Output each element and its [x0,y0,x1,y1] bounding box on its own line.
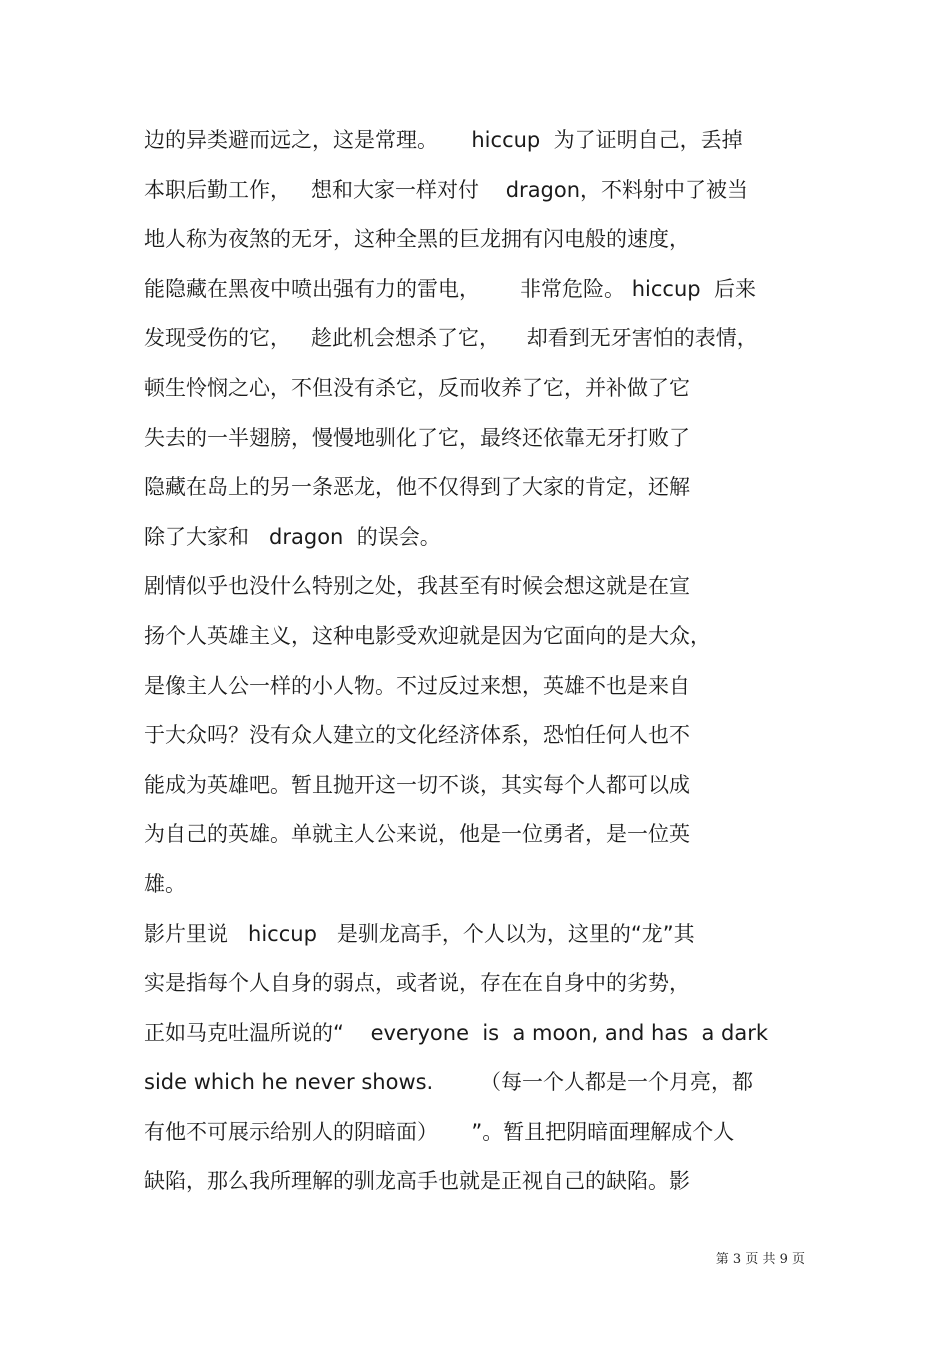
text-line: 于大众吗？没有众人建立的文化经济体系，恐怕任何人也不 [144,723,690,748]
text-line: 为自己的英雄。单就主人公来说，他是一位勇者，是一位英 [144,822,690,847]
text-line: 隐藏在岛上的另一条恶龙，他不仅得到了大家的肯定，还解 [144,475,690,500]
text-line: 边的异类避而远之，这是常理。 hiccup 为了证明自己，丢掉 [144,128,743,152]
text-line: 除了大家和 dragon 的误会。 [144,524,441,549]
text-line: 扬个人英雄主义，这种电影受欢迎就是因为它面向的是大众， [144,623,711,648]
text-line: side which he never shows. （每一个人都是一个月亮，都 [144,1070,753,1095]
text-body [144,116,824,1207]
text-line: 能成为英雄吧。暂且抛开这一切不谈，其实每个人都可以成 [144,772,690,797]
text-line: 顿生怜悯之心，不但没有杀它，反而收养了它，并补做了它 [144,375,690,400]
text-line: 地人称为夜煞的无牙，这种全黑的巨龙拥有闪电般的速度， [144,227,690,252]
text-line: 实是指每个人自身的弱点，或者说，存在在自身中的劣势， [144,971,690,996]
text-line: 有他不可展示给别人的阴暗面） ”。暂且把阴暗面理解成个人 [144,1119,735,1144]
text-line: 能隐藏在黑夜中喷出强有力的雷电， 非常危险。 hiccup 后来 [144,276,756,301]
text-line: 缺陷，那么我所理解的驯龙高手也就是正视自己的缺陷。影 [144,1169,690,1194]
text-line: 剧情似乎也没什么特别之处，我甚至有时候会想这就是在宣 [144,574,690,599]
text-line: 雄。 [144,871,186,896]
text-line: 本职后勤工作， 想和大家一样对付 dragon，不料射中了被当 [144,177,749,202]
text-line: 正如马克吐温所说的“ everyone is a moon, and has a dark [144,1020,769,1045]
page-number-footer: 第 3 页 共 9 页 [715,1252,805,1267]
text-line: 影片里说 hiccup 是驯龙高手，个人以为，这里的“龙”其 [144,921,695,946]
text-line: 是像主人公一样的小人物。不过反过来想，英雄不也是来自 [144,673,690,698]
text-line: 发现受伤的它， 趁此机会想杀了它， 却看到无牙害怕的表情， [144,326,758,351]
text-line: 失去的一半翅膀，慢慢地驯化了它，最终还依靠无牙打败了 [144,425,690,450]
